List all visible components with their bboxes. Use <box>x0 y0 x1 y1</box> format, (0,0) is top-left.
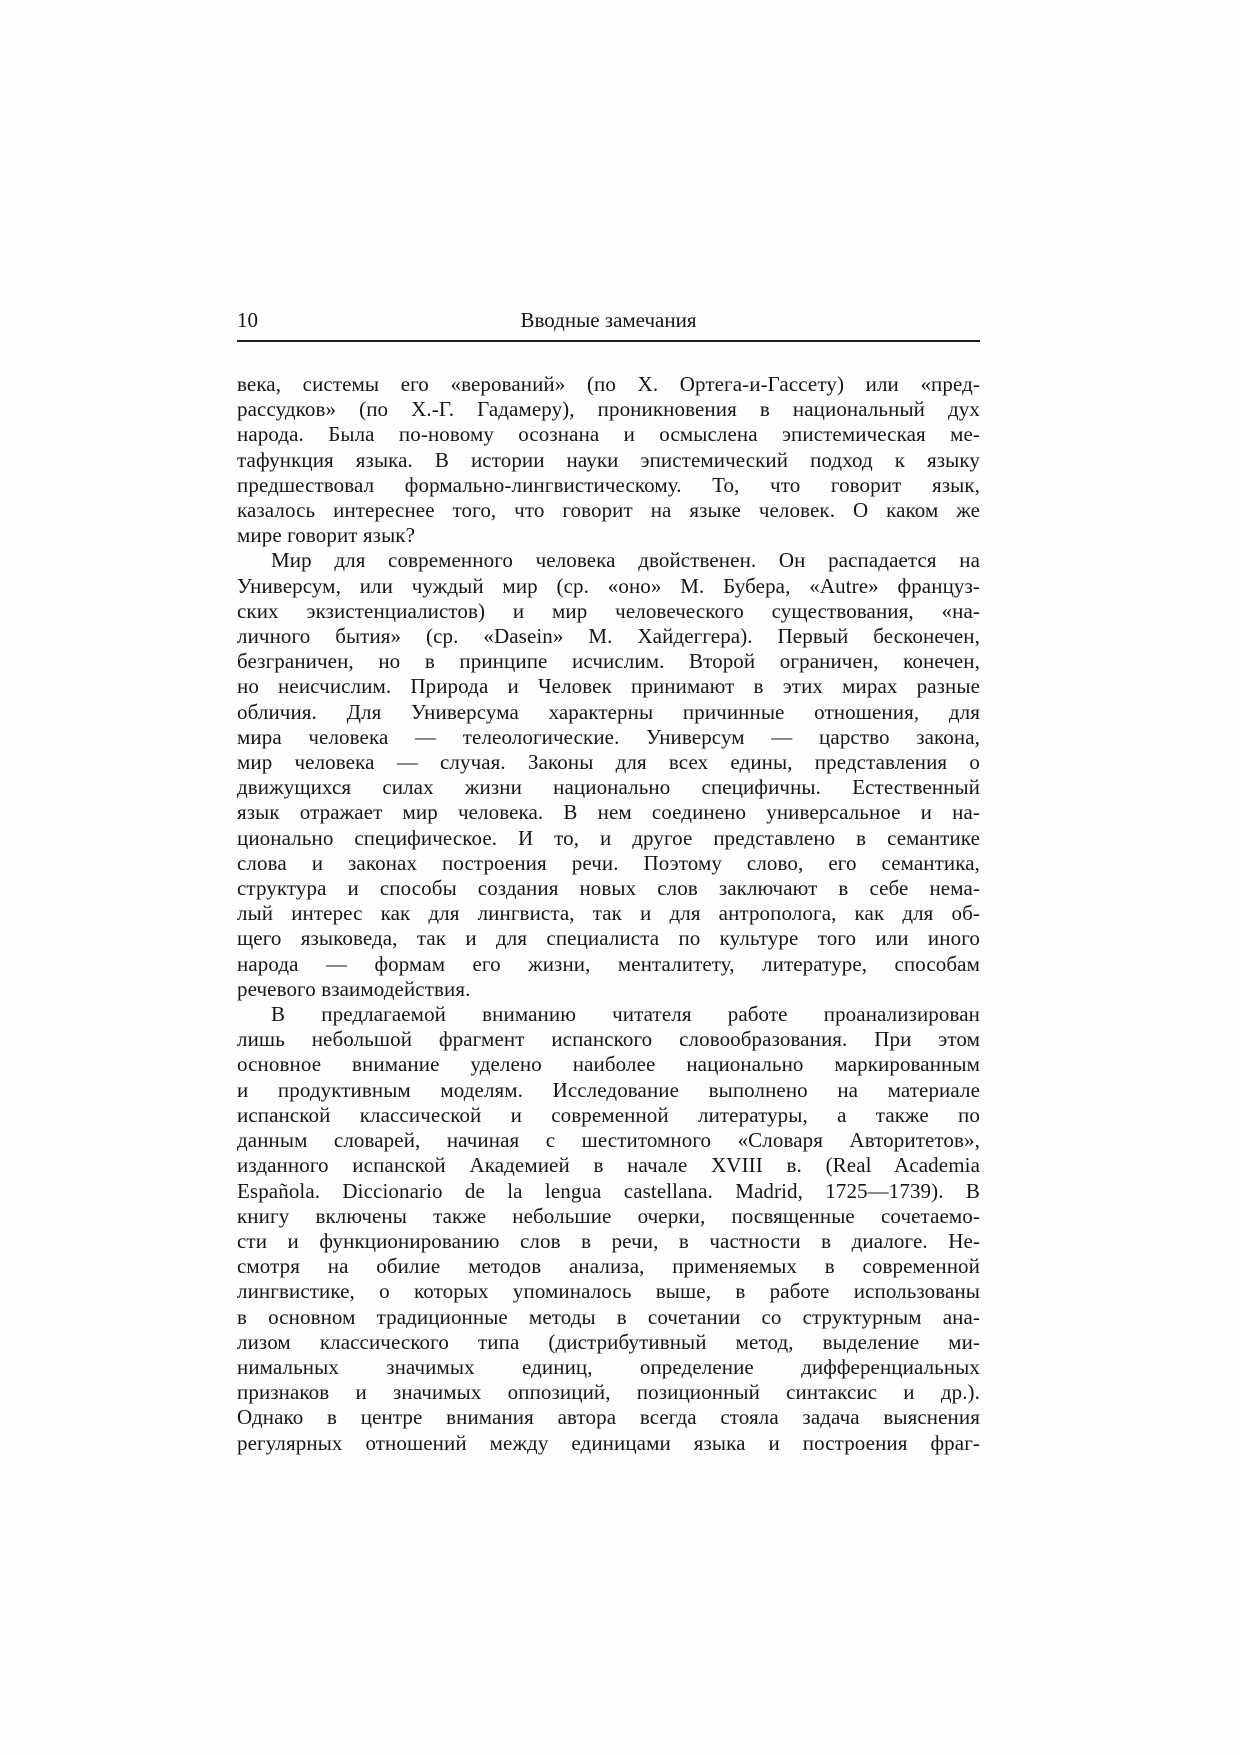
text-line: тафункция языка. В истории науки эпистемический подход к языку <box>237 447 980 472</box>
text-line: казалось интереснее того, что говорит на языке человек. О каком же <box>237 498 980 523</box>
text-line: мира человека — телеологические. Универсум — царство закона, <box>237 724 980 749</box>
paragraph-3 <box>237 1002 980 1456</box>
text-line: лизом классического типа (дистрибутивный метод, выделение ми- <box>237 1329 980 1354</box>
text-line: народа — формам его жизни, менталитету, литературе, способам <box>237 951 980 976</box>
text-line: предшествовал формально-лингвистическому. То, что говорит язык, <box>237 472 980 497</box>
running-title: Вводные замечания <box>520 308 697 332</box>
text-line: обличия. Для Универсума характерны причинные отношения, для <box>237 699 980 724</box>
text-line: Española. Diccionario de la lengua castellana. Madrid, 1725—1739). В <box>237 1178 980 1203</box>
text-line: щего языковеда, так и для специалиста по культуре того или иного <box>237 926 980 951</box>
text-line: данным словарей, начиная с шеститомного «Словаря Авторитетов», <box>237 1128 980 1153</box>
text-line: ционально специфическое. И то, и другое представлено в семантике <box>237 825 980 850</box>
text-line: нимальных значимых единиц, определение дифференциальных <box>237 1354 980 1379</box>
text-line: изданного испанской Академией в начале XVIII в. (Real Academia <box>237 1153 980 1178</box>
text-line: лый интерес как для лингвиста, так и для антрополога, как для об- <box>237 901 980 926</box>
text-line: Однако в центре внимания автора всегда стояла задача выяснения <box>237 1405 980 1430</box>
text-line: регулярных отношений между единицами языка и построения фраг- <box>237 1430 980 1455</box>
text-line: Мир для современного человека двойственен. Он распадается на <box>271 548 980 573</box>
text-line: мир человека — случая. Законы для всех едины, представления о <box>237 750 980 775</box>
page-number: 10 <box>237 308 258 332</box>
text-line: смотря на обилие методов анализа, применяемых в современной <box>237 1254 980 1279</box>
text-line: структура и способы создания новых слов заключают в себе нема- <box>237 876 980 901</box>
text-line: в основном традиционные методы в сочетании со структурным ана- <box>237 1304 980 1329</box>
text-line: В предлагаемой вниманию читателя работе проанализирован <box>271 1002 980 1027</box>
text-line: сти и функционированию слов в речи, в частности в диалоге. Не- <box>237 1228 980 1253</box>
text-line: книгу включены также небольшие очерки, посвященные сочетаемо- <box>237 1203 980 1228</box>
text-line: личного бытия» (ср. «Dasein» М. Хайдеггера). Первый бесконечен, <box>237 624 980 649</box>
text-line: движущихся силах жизни национально специфичны. Естественный <box>237 775 980 800</box>
text-column <box>237 372 980 1456</box>
text-line: лишь небольшой фрагмент испанского словообразования. При этом <box>237 1027 980 1052</box>
text-line: лингвистике, о которых упоминалось выше, в работе использованы <box>237 1279 980 1304</box>
text-line: основное внимание уделено наиболее национально маркированным <box>237 1052 980 1077</box>
text-line: и продуктивным моделям. Исследование выполнено на материале <box>237 1077 980 1102</box>
paragraph-2 <box>237 548 980 1002</box>
text-line: мире говорит язык? <box>237 523 416 548</box>
text-line: слова и законах построения речи. Поэтому слово, его семантика, <box>237 850 980 875</box>
text-line: речевого взаимодействия. <box>237 976 471 1001</box>
text-line: язык отражает мир человека. В нем соединено универсальное и на- <box>237 800 980 825</box>
text-line: но неисчислим. Природа и Человек принимают в этих мирах разные <box>237 674 980 699</box>
header-rule <box>237 340 980 342</box>
paragraph-1 <box>237 372 980 548</box>
text-line: народа. Была по-новому осознана и осмыслена эпистемическая ме- <box>237 422 980 447</box>
text-line: века, системы его «верований» (по Х. Ортега-и-Гассету) или «пред- <box>237 372 980 396</box>
text-line: признаков и значимых оппозиций, позиционный синтаксис и др.). <box>237 1380 980 1405</box>
text-line: Универсум, или чуждый мир (ср. «оно» М. Бубера, «Autre» француз- <box>237 573 980 598</box>
text-line: безграничен, но в принципе исчислим. Второй ограничен, конечен, <box>237 649 980 674</box>
text-line: ских экзистенциалистов) и мир человеческого существования, «на- <box>237 598 980 623</box>
text-line: рассудков» (по Х.-Г. Гадамеру), проникновения в национальный дух <box>237 397 980 422</box>
page-header <box>237 306 980 334</box>
text-line: испанской классической и современной литературы, а также по <box>237 1102 980 1127</box>
